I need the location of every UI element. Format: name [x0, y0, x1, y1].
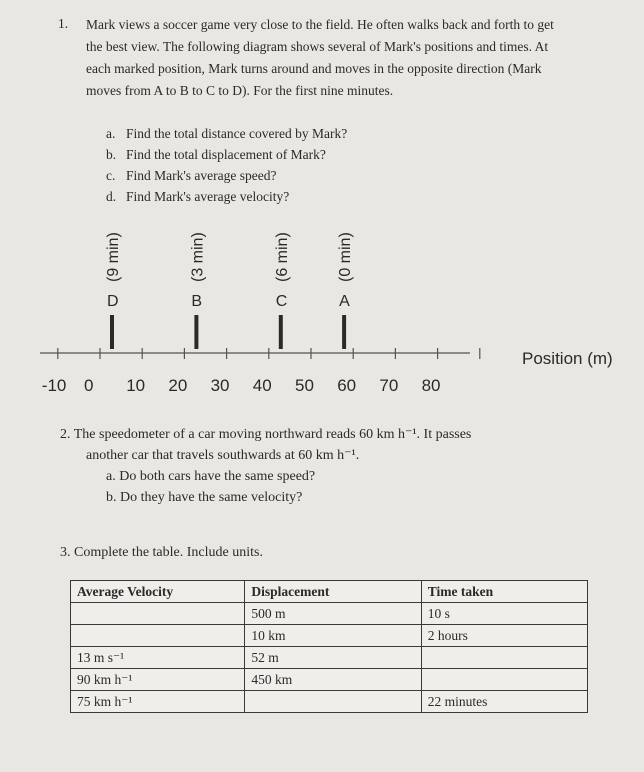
axis-tick-labels	[42, 376, 441, 395]
position-number-line-diagram	[0, 200, 644, 410]
question-1b	[106, 147, 326, 163]
part-label: a.	[106, 126, 116, 141]
table-cell: 90 km h⁻¹	[71, 669, 245, 691]
table-cell[interactable]	[71, 603, 245, 625]
table-cell[interactable]	[71, 625, 245, 647]
part-label: d.	[106, 189, 117, 204]
question-2a: a. Do both cars have the same speed?	[106, 469, 316, 484]
header-displacement: Displacement	[245, 581, 421, 603]
question-1c	[106, 168, 277, 184]
time-label: (3 min)	[189, 232, 207, 282]
table-cell: 13 m s⁻¹	[71, 647, 245, 669]
marker-c	[274, 232, 291, 349]
position-letter: C	[275, 293, 288, 310]
marker-b	[189, 232, 206, 349]
table-row	[71, 625, 588, 647]
table-row	[71, 647, 588, 669]
position-letter: D	[107, 293, 119, 310]
table-row	[71, 691, 588, 713]
time-label: (0 min)	[337, 232, 355, 282]
table-cell: 500 m	[245, 603, 421, 625]
tick-label: 20	[168, 376, 188, 395]
table-cell: 2 hours	[421, 625, 587, 647]
table-row	[71, 603, 588, 625]
velocity-table	[70, 580, 588, 713]
table-cell: 52 m	[245, 647, 421, 669]
tick-label: 30	[210, 376, 230, 395]
tick-label: 60	[337, 376, 357, 395]
question-3: 3. Complete the table. Include units.	[60, 545, 263, 560]
part-text: Find Mark's average speed?	[126, 168, 277, 183]
question-2-line-2: another car that travels southwards at 60 km h⁻¹.	[86, 448, 360, 463]
table-cell: 75 km h⁻¹	[71, 691, 245, 713]
part-text: Find Mark's average velocity?	[126, 189, 290, 204]
tick-label: 0	[84, 376, 94, 395]
table-cell: 450 km	[245, 669, 421, 691]
question-2-line-1: 2. The speedometer of a car moving northward reads 60 km h⁻¹. It passes	[60, 427, 472, 442]
marker-d	[105, 232, 122, 349]
question-1-text: Mark views a soccer game very close to the field. He often walks back and forth to get the best view. The following diagram shows several of Mark's positions and times. At each marked position, Mark turns around and moves in the opposite direction (Mark moves from A to B to C to D). For the first nine minutes.	[86, 17, 554, 98]
question-2	[60, 424, 600, 508]
part-label: b.	[106, 147, 117, 162]
table-cell: 10 s	[421, 603, 587, 625]
table-header-row	[71, 581, 588, 603]
table-row	[71, 669, 588, 691]
position-letter: A	[339, 293, 350, 310]
table-cell[interactable]	[421, 647, 587, 669]
tick-label: 80	[421, 376, 441, 395]
axis-label: Position (m)	[522, 349, 613, 368]
part-text: Find the total distance covered by Mark?	[126, 126, 348, 141]
tick-label: 50	[295, 376, 314, 395]
question-2b: b. Do they have the same velocity?	[106, 490, 303, 505]
marker-a	[337, 232, 354, 349]
question-1a	[106, 126, 347, 142]
header-average-velocity: Average Velocity	[71, 581, 245, 603]
tick-label: 70	[379, 376, 399, 395]
part-text: Find the total displacement of Mark?	[126, 147, 326, 162]
table-cell: 10 km	[245, 625, 421, 647]
time-label: (6 min)	[273, 232, 291, 282]
table-cell: 22 minutes	[421, 691, 587, 713]
tick-label: -10	[41, 376, 67, 395]
tick-label: 40	[252, 376, 272, 395]
time-label: (9 min)	[105, 232, 122, 282]
table-cell[interactable]	[245, 691, 421, 713]
position-letter: B	[191, 293, 203, 310]
tick-label: 10	[126, 376, 146, 395]
position-markers	[105, 232, 354, 349]
table-cell[interactable]	[421, 669, 587, 691]
question-1-number: 1.	[58, 16, 69, 31]
part-label: c.	[106, 168, 116, 183]
header-time-taken: Time taken	[421, 581, 587, 603]
